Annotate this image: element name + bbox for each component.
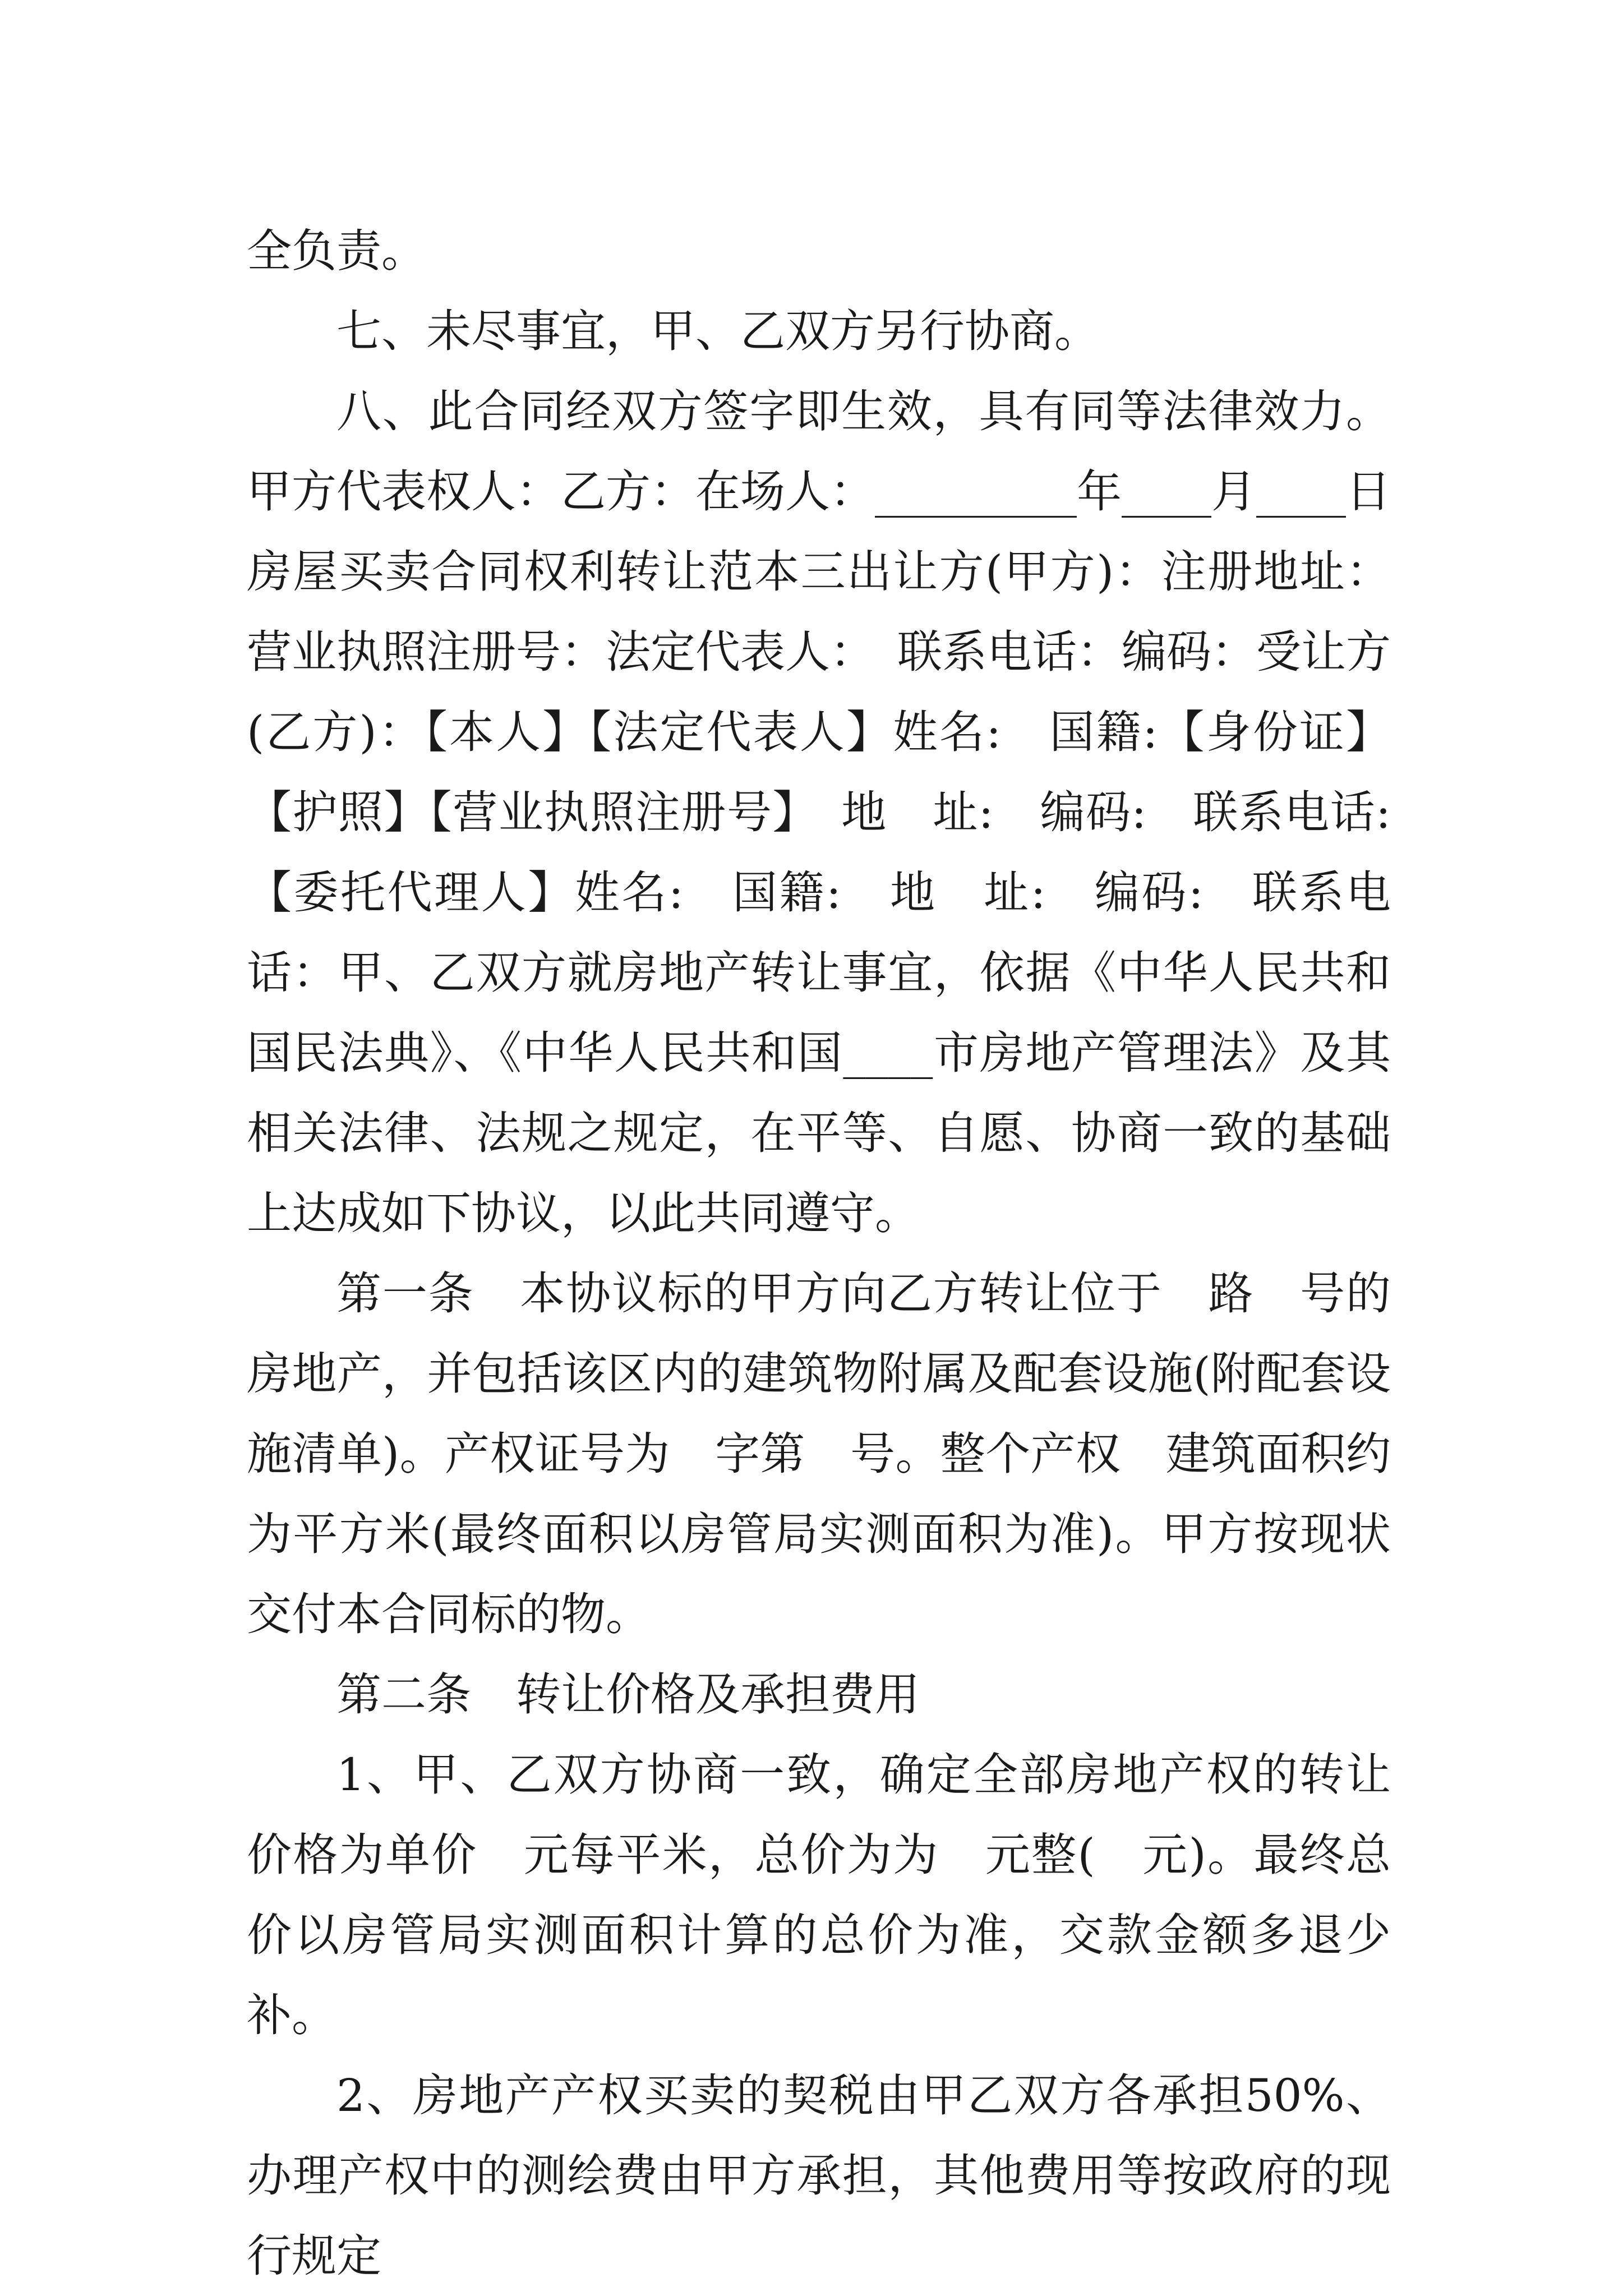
paragraph-responsibility-end: 全负责。 [247, 225, 426, 277]
paragraph-clause-two-heading: 第二条 转让价格及承担费用 [336, 1668, 920, 1721]
paragraph-clause-one: 第一条 本协议标的甲方向乙方转让位于 路 号的房地产，并包括该区内的建筑物附属及配套设施(附配套设施清单)。产权证号为 字第 号。整个产权 建筑面积约为平方米(最终面积以房管局实测面积为准)。甲方按现状交付本合同标的物。 [247, 1267, 1391, 1640]
contract-text-body [247, 211, 1391, 2296]
paragraph-article-eight-and-parties: 八、此合同经双方签字即生效，具有同等法律效力。甲方代表权人：乙方：在场人：_________年____月____日房屋买卖合同权利转让范本三出让方(甲方)：注册地址：营业执照注册号：法定代表人： 联系电话：编码：受让方(乙方)：【本人】【法定代表人】姓名: 国籍:【身份证】【护照】【营业执照注册号】 地 址: 编码: 联系电话:【委托代理人】姓名: 国籍: 地 址: 编码: 联系电话：甲、乙双方就房地产转让事宜，依据《中华人民共和国民法典》、《中华人民共和国____市房地产管理法》及其相关法律、法规之规定，在平等、自愿、协商一致的基础上达成如下协议，以此共同遵守。 [247, 385, 1391, 1239]
paragraph-article-seven: 七、未尽事宜，甲、乙双方另行协商。 [336, 305, 1099, 357]
paragraph-fee-item-two: 2、房地产产权买卖的契税由甲乙双方各承担50%、办理产权中的测绘费由甲方承担，其他费用等按政府的现行规定 [247, 2069, 1391, 2282]
paragraph-price-item-one: 1、甲、乙双方协商一致，确定全部房地产权的转让价格为单价 元每平米，总价为为 元整( 元)。最终总价以房管局实测面积计算的总价为准，交款金额多退少补。 [247, 1749, 1391, 2041]
